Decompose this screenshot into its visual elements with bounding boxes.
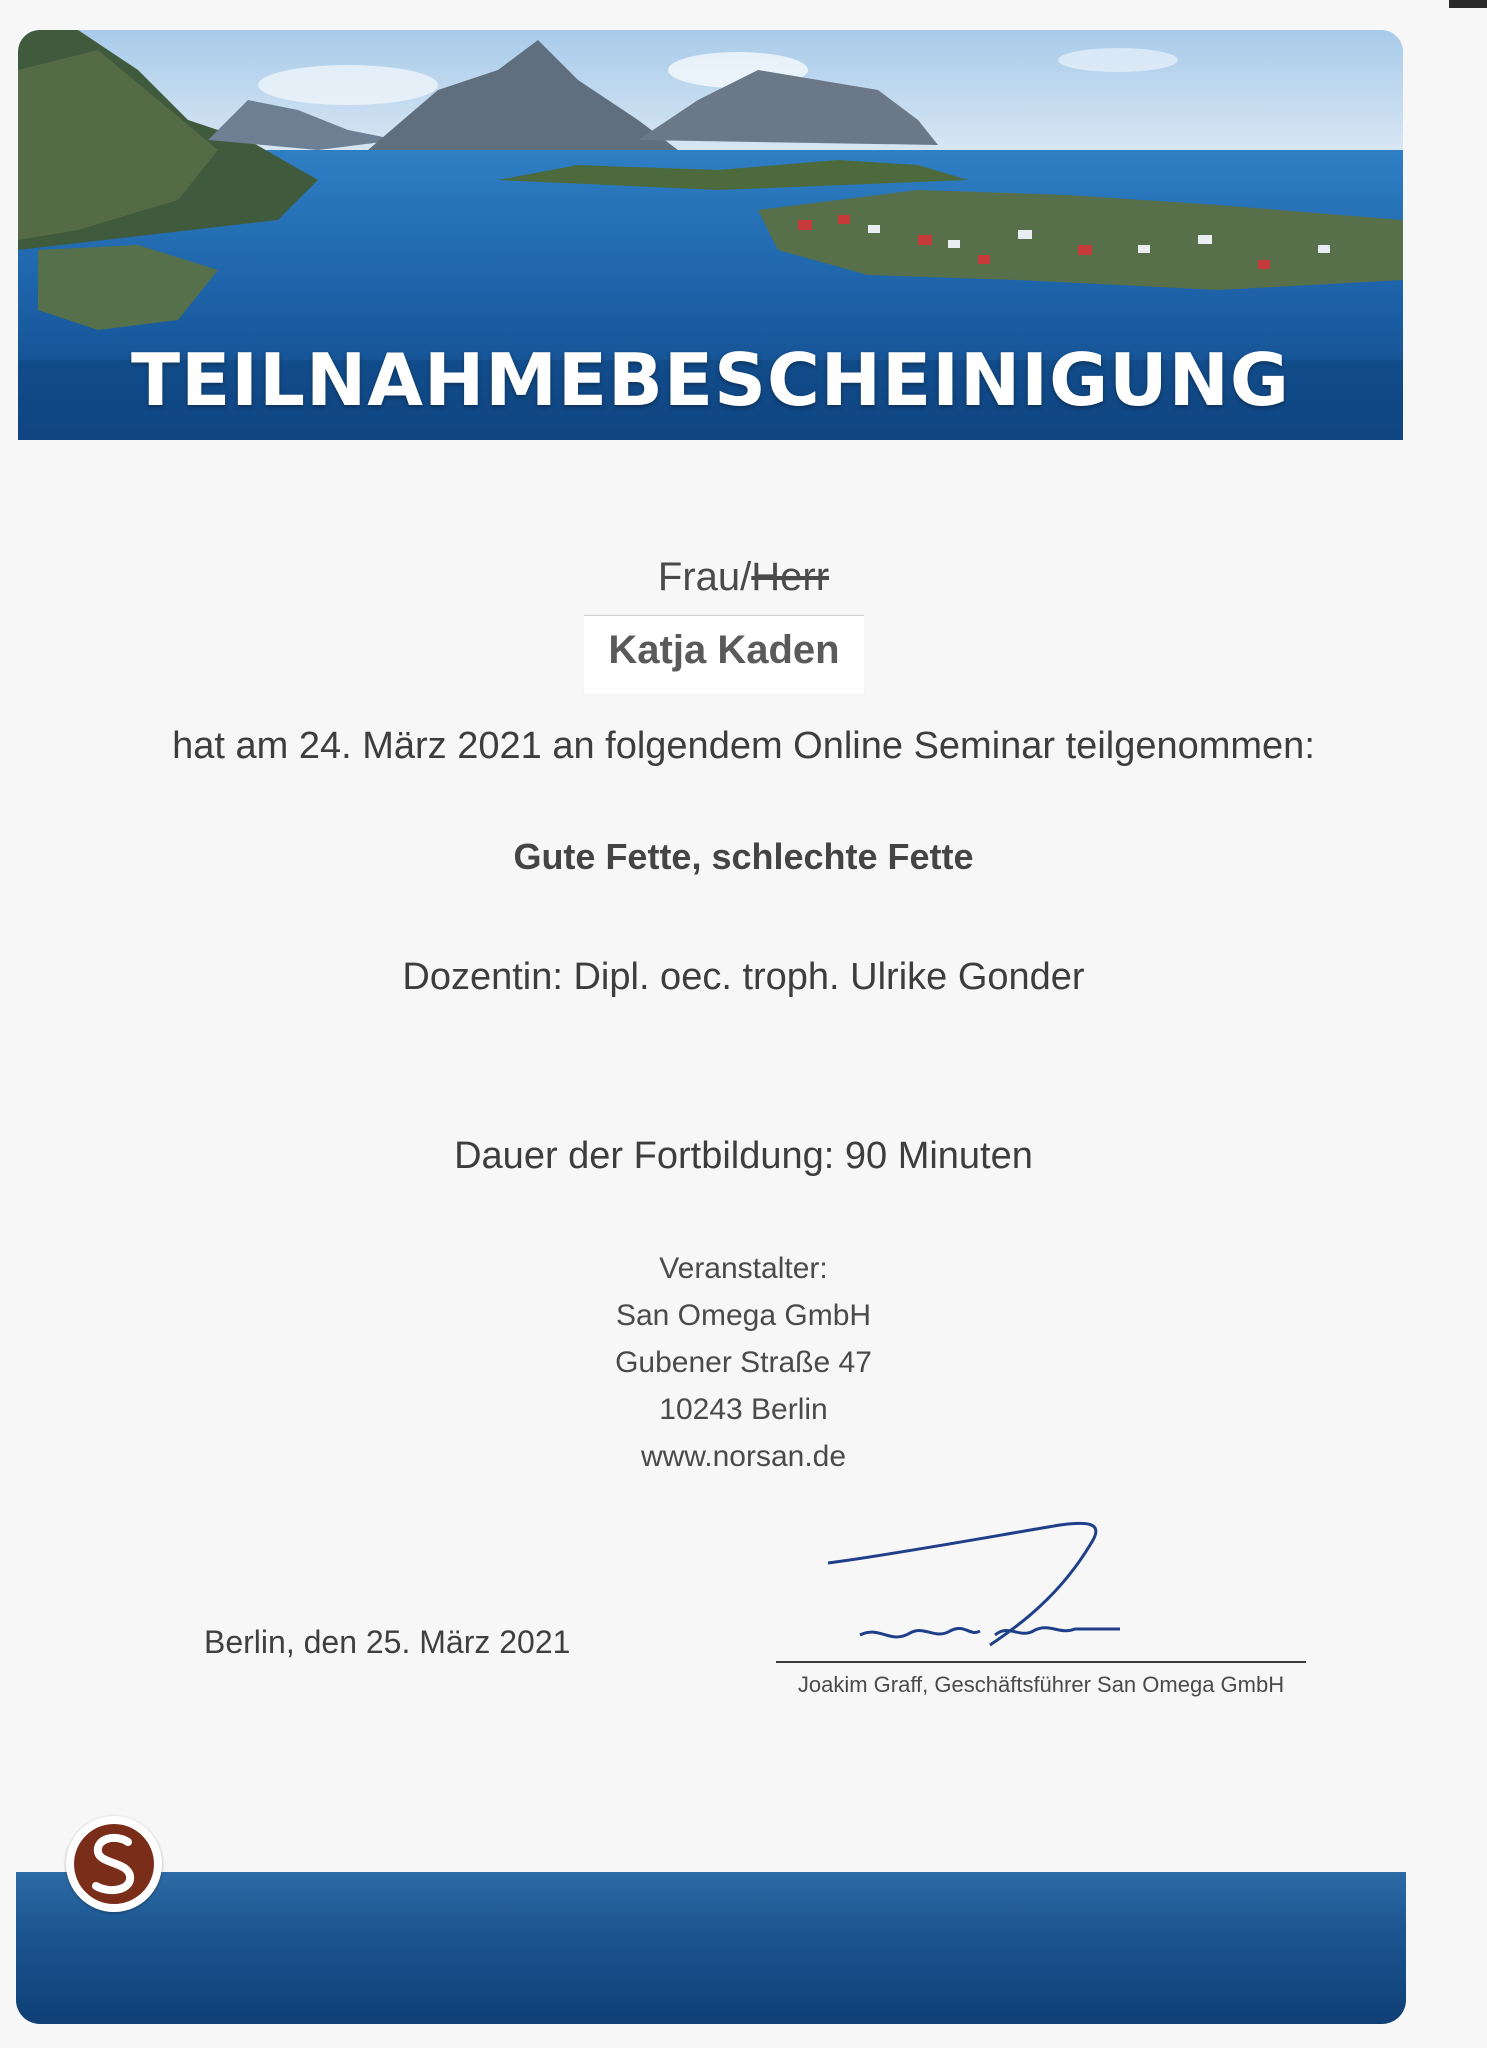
participation-statement: hat am 24. März 2021 an folgendem Online Seminar teilgenommen: <box>172 725 1315 767</box>
salutation <box>0 555 1487 600</box>
salutation-struck: Herr <box>751 555 830 599</box>
place-and-date: Berlin, den 25. März 2021 <box>204 1624 571 1660</box>
signatory: Joakim Graff, Geschäftsführer San Omega GmbH <box>797 1672 1285 1697</box>
salutation-selected: Frau/ <box>657 555 752 599</box>
organizer-website: www.norsan.de <box>640 1440 847 1473</box>
signature-line <box>776 1661 1306 1663</box>
scan-corner-mark <box>1449 0 1487 8</box>
organizer-street: Gubener Straße 47 <box>615 1346 872 1379</box>
organizer-label: Veranstalter: <box>659 1252 828 1285</box>
participant-name: Katja Kaden <box>608 628 840 672</box>
header-banner <box>18 30 1403 440</box>
footer-banner <box>16 1872 1406 2024</box>
handwritten-signature <box>820 1505 1140 1665</box>
organizer-company: San Omega GmbH <box>615 1299 872 1332</box>
training-duration: Dauer der Fortbildung: 90 Minuten <box>454 1135 1033 1177</box>
san-omega-logo-icon <box>66 1816 162 1912</box>
seminar-title: Gute Fette, schlechte Fette <box>513 836 974 877</box>
organizer-city: 10243 Berlin <box>659 1393 828 1426</box>
certificate-title: TEILNAHMEBESCHEINIGUNG <box>131 338 1290 422</box>
lecturer: Dozentin: Dipl. oec. troph. Ulrike Gonder <box>402 956 1085 998</box>
